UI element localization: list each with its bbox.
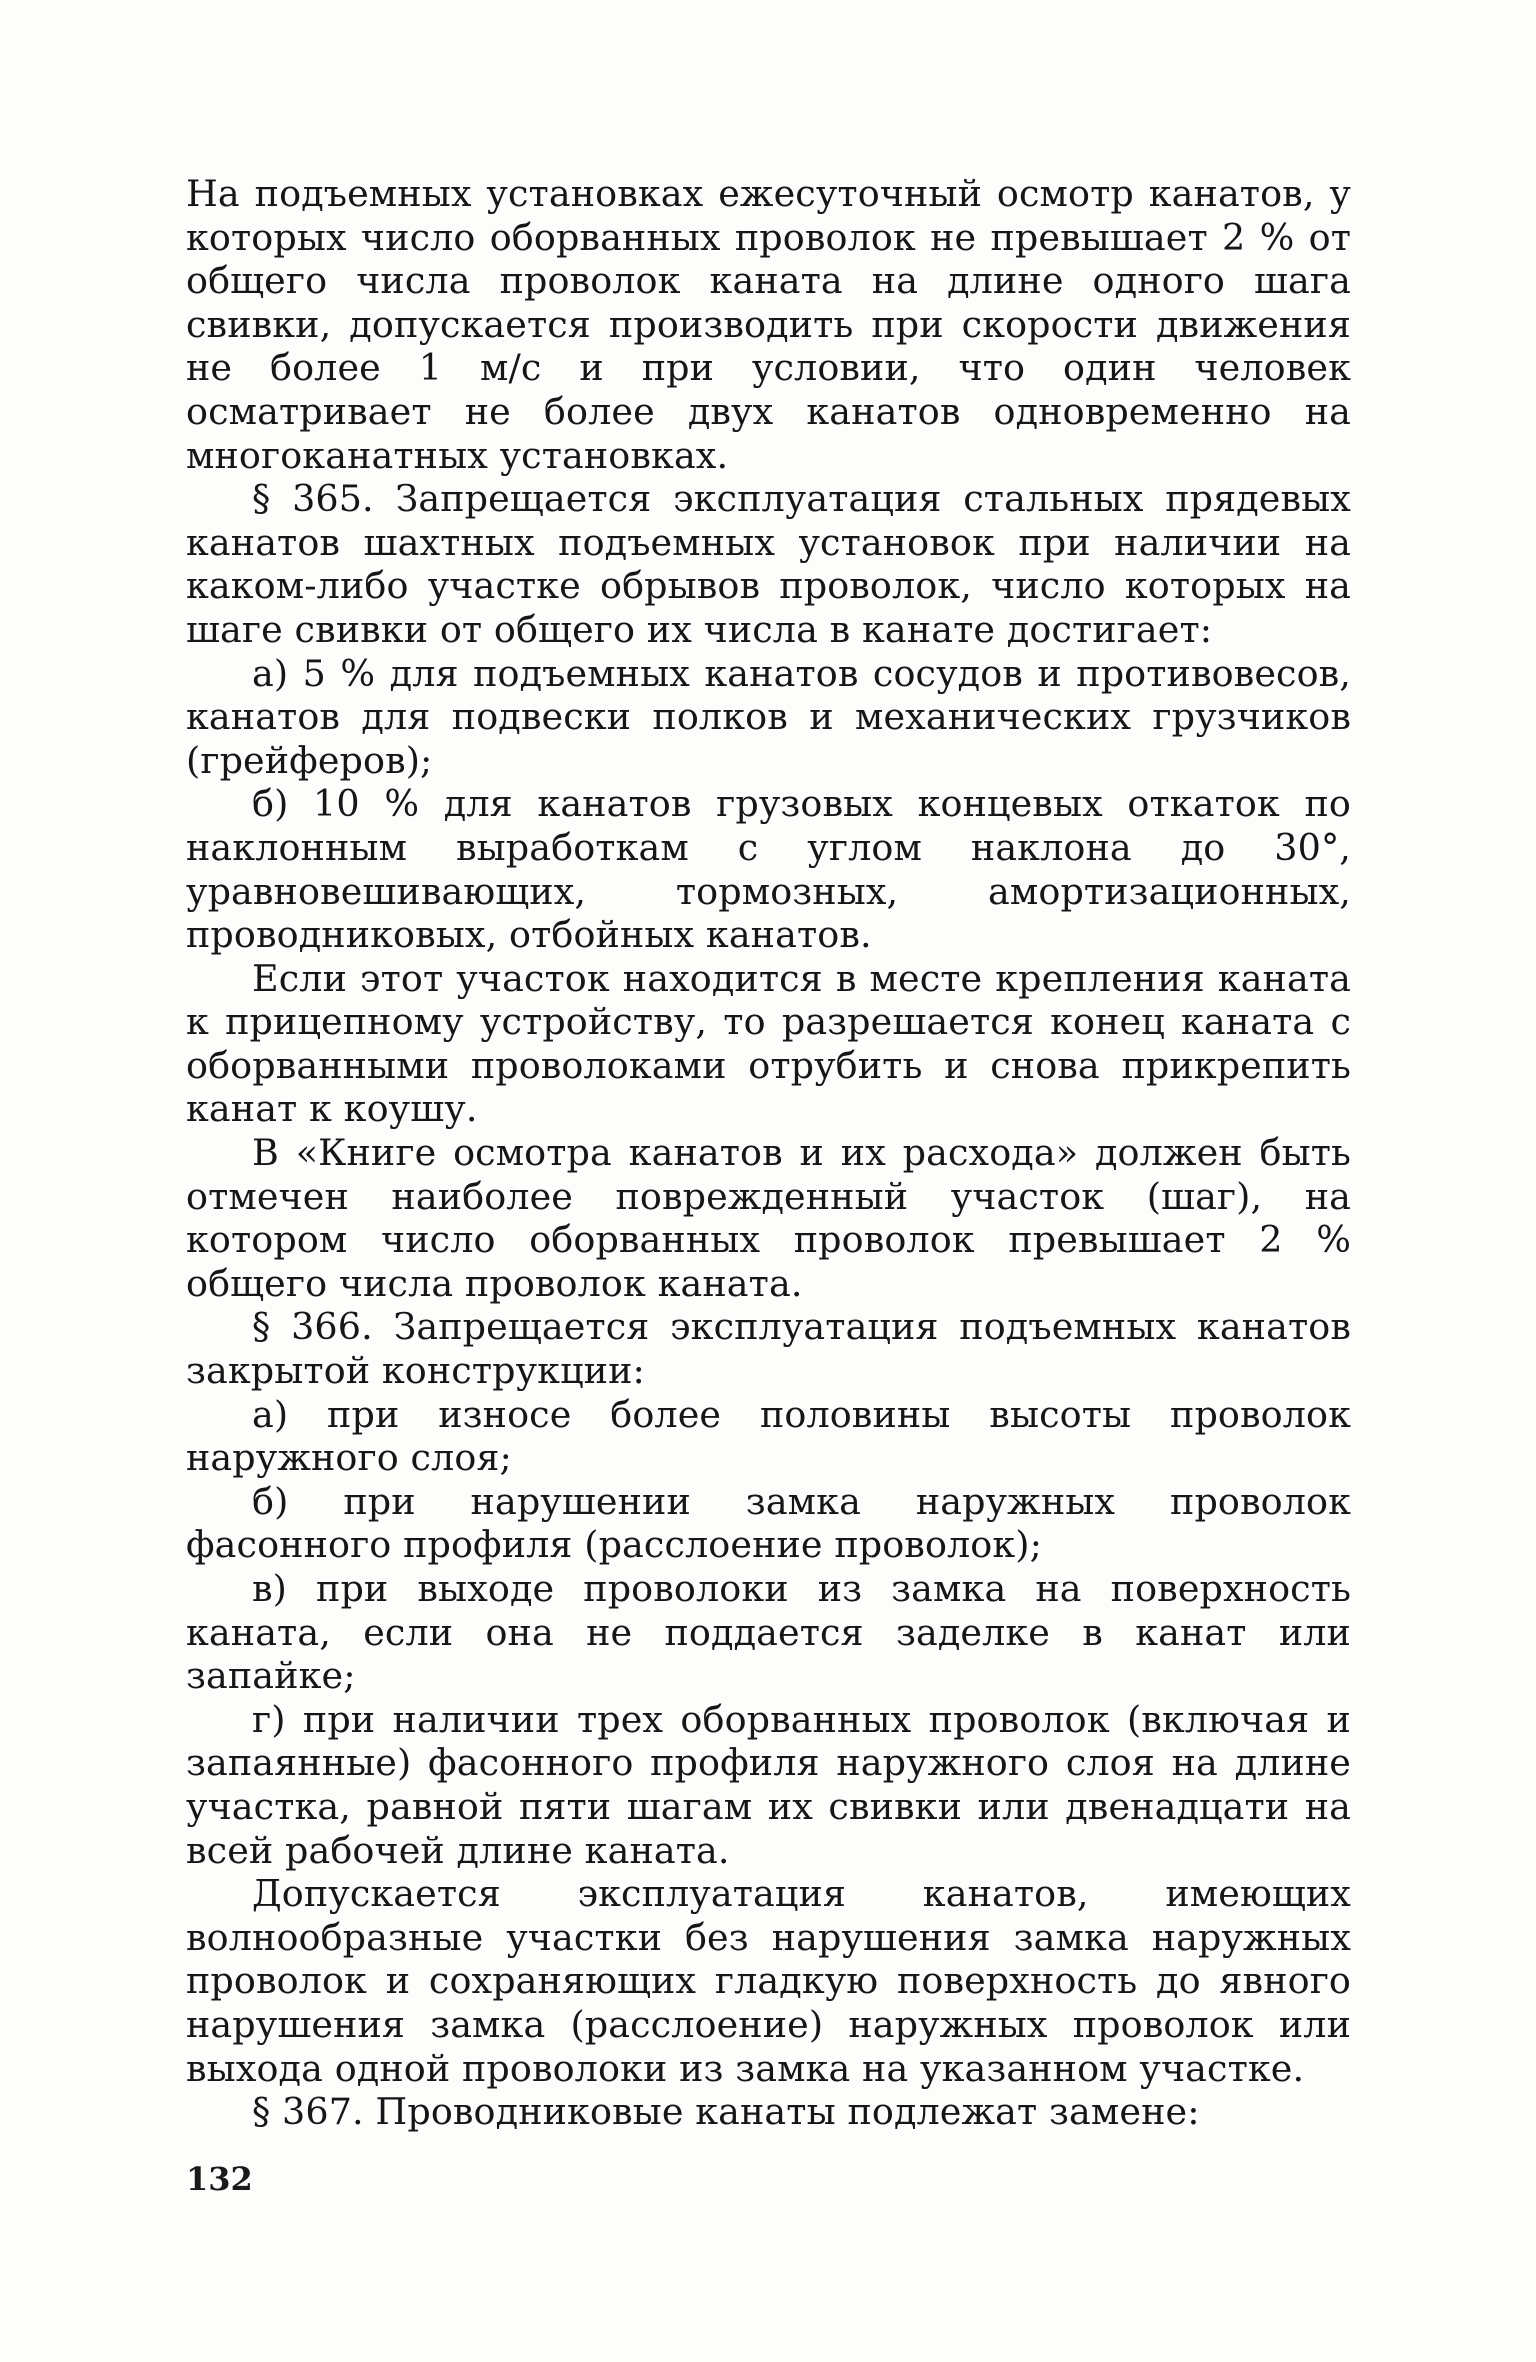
paragraph-attachment-note: Если этот участок находится в месте крепления каната к прицепному устройству, то разрешается конец каната с оборванными проволоками отрубить и снова прикрепить канат к коушу. <box>186 956 1351 1131</box>
page-number: 132 <box>186 2160 253 2198</box>
paragraph-365-item-a: а) 5 % для подъемных канатов сосудов и противовесов, канатов для подвески полков и механических грузчиков (грейферов); <box>186 651 1351 782</box>
paragraph-section-367: § 367. Проводниковые канаты подлежат замене: <box>252 2090 1200 2134</box>
paragraph-section-366: § 366. Запрещается эксплуатация подъемных канатов закрытой конструкции: <box>186 1305 1351 1393</box>
paragraph-366-item-g: г) при наличии трех оборванных проволок (включая и запаянные) фасонного профиля наружного слоя на длине участка, равной пяти шагам их свивки или двенадцати на всей рабочей длине каната. <box>186 1697 1351 1872</box>
paragraph-inspection-book: В «Книге осмотра канатов и их расхода» должен быть отмечен наиболее поврежденный участок (шаг), на котором число оборванных проволок превышает 2 % общего числа проволок каната. <box>186 1131 1351 1305</box>
paragraph-366-item-a: а) при износе более половины высоты проволок наружного слоя; <box>186 1392 1351 1480</box>
body-text <box>186 172 1351 2134</box>
paragraph-365-item-b: б) 10 % для канатов грузовых концевых откаток по наклонным выработкам с углом наклона до 30°, уравновешивающих, тормозных, амортизационных, проводниковых, отбойных канатов. <box>186 782 1351 957</box>
paragraph-wavy-sections: Допускается эксплуатация канатов, имеющих волнообразные участки без нарушения замка наружных проволок и сохраняющих гладкую поверхность до явного нарушения замка (расслоение) наружных проволок или выхода одной проволоки из замка на указанном участке. <box>186 1872 1351 2090</box>
paragraph-inspection-intro: На подъемных установках ежесуточный осмотр канатов, у которых число оборванных проволок не превышает 2 % от общего числа проволок каната на длине одного шага свивки, допускается производить при скорости движения не более 1 м/с и при условии, что один человек осматривает не более двух канатов одновременно на многоканатных установках. <box>186 172 1351 477</box>
paragraph-section-365: § 365. Запрещается эксплуатация стальных прядевых канатов шахтных подъемных установок при наличии на каком-либо участке обрывов проволок, число которых на шаге свивки от общего их числа в канате достигает: <box>186 477 1351 651</box>
paragraph-366-item-v: в) при выходе проволоки из замка на поверхность каната, если она не поддается заделке в канат или запайке; <box>186 1567 1351 1698</box>
paragraph-366-item-b: б) при нарушении замка наружных проволок фасонного профиля (расслоение проволок); <box>186 1479 1351 1567</box>
